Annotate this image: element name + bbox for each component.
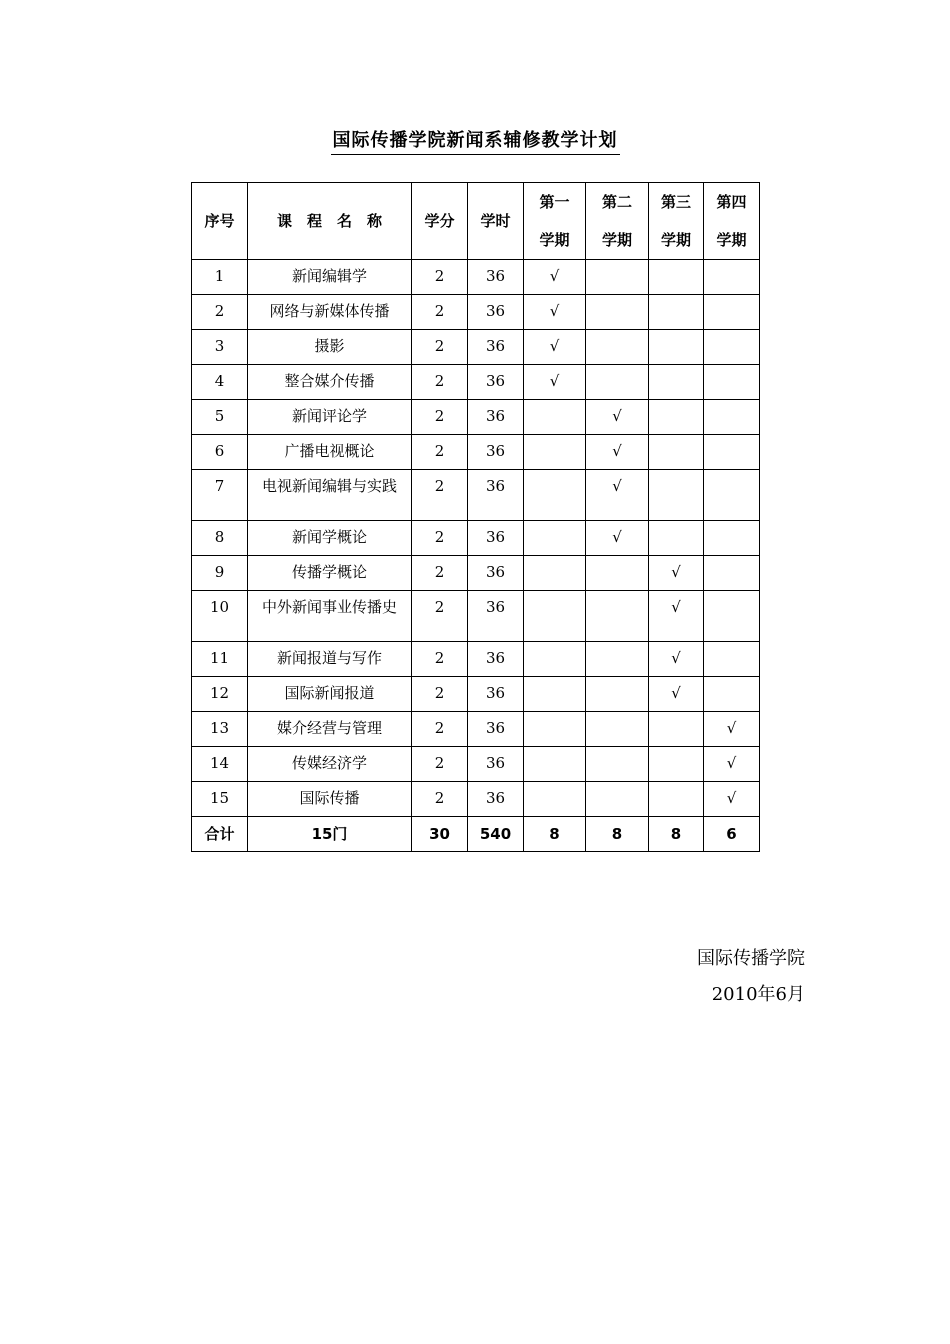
cell-term2: √ [586,470,649,521]
table-header-row [192,183,760,260]
header-term3 [649,183,704,260]
cell-index: 6 [192,435,248,470]
header-index: 序号 [192,183,248,260]
cell-credit: 2 [412,295,468,330]
cell-course-name [248,521,412,556]
cell-term4: √ [704,747,760,782]
cell-index: 5 [192,400,248,435]
table-row [192,435,760,470]
header-term4-label: 第四学期 [716,193,747,249]
total-label: 合计 [192,817,248,852]
cell-term3 [649,330,704,365]
header-hours: 学时 [468,183,524,260]
teaching-plan-table [191,182,760,852]
table-row [192,747,760,782]
table-row [192,521,760,556]
course-name-text: 媒介经营与管理 [276,719,382,737]
cell-term4 [704,556,760,591]
cell-course-name [248,747,412,782]
cell-index: 9 [192,556,248,591]
cell-term1: √ [524,295,586,330]
course-name-text: 摄影 [314,337,345,355]
table-row [192,556,760,591]
cell-hours: 36 [468,295,524,330]
total-credit: 30 [412,817,468,852]
cell-credit: 2 [412,747,468,782]
cell-term3: √ [649,556,704,591]
cell-course-name [248,642,412,677]
cell-term2 [586,556,649,591]
cell-term3 [649,521,704,556]
cell-term1 [524,435,586,470]
cell-term3 [649,400,704,435]
total-courses: 15门 [248,817,412,852]
cell-term4 [704,330,760,365]
cell-course-name [248,591,412,642]
cell-credit: 2 [412,591,468,642]
cell-course-name [248,435,412,470]
cell-term2 [586,260,649,295]
cell-term3 [649,435,704,470]
table-row [192,712,760,747]
cell-course-name [248,365,412,400]
cell-term3: √ [649,677,704,712]
cell-credit: 2 [412,782,468,817]
header-term2 [586,183,649,260]
cell-term2: √ [586,435,649,470]
course-name-text: 传播学概论 [291,563,367,581]
course-name-text: 新闻学概论 [291,528,367,546]
cell-index: 13 [192,712,248,747]
cell-course-name [248,677,412,712]
cell-term1 [524,591,586,642]
cell-term2 [586,591,649,642]
cell-credit: 2 [412,470,468,521]
cell-credit: 2 [412,330,468,365]
cell-term3 [649,470,704,521]
cell-term4 [704,470,760,521]
cell-credit: 2 [412,556,468,591]
table-row [192,782,760,817]
cell-index: 10 [192,591,248,642]
cell-hours: 36 [468,747,524,782]
cell-hours: 36 [468,435,524,470]
cell-hours: 36 [468,365,524,400]
total-hours: 540 [468,817,524,852]
cell-hours: 36 [468,330,524,365]
cell-term1 [524,470,586,521]
cell-term3 [649,365,704,400]
cell-credit: 2 [412,400,468,435]
cell-term2: √ [586,521,649,556]
course-name-text: 传媒经济学 [291,754,367,772]
signature-date: 2010年6月 [711,984,805,1005]
cell-term3 [649,295,704,330]
table-row [192,470,760,521]
cell-term1 [524,677,586,712]
cell-hours: 36 [468,521,524,556]
cell-term4 [704,642,760,677]
cell-term4: √ [704,712,760,747]
cell-term4 [704,365,760,400]
table-row [192,365,760,400]
cell-term3 [649,782,704,817]
cell-credit: 2 [412,260,468,295]
cell-term4 [704,400,760,435]
cell-term1 [524,642,586,677]
cell-term1: √ [524,260,586,295]
cell-term2 [586,642,649,677]
cell-hours: 36 [468,712,524,747]
cell-term4 [704,435,760,470]
cell-term3: √ [649,642,704,677]
course-name-text: 新闻编辑学 [291,267,367,285]
document-title-wrap [0,126,950,155]
cell-index: 3 [192,330,248,365]
cell-course-name [248,782,412,817]
cell-term1 [524,747,586,782]
cell-term1: √ [524,330,586,365]
cell-hours: 36 [468,470,524,521]
course-name-text: 新闻报道与写作 [276,649,382,667]
cell-term1: √ [524,365,586,400]
cell-index: 14 [192,747,248,782]
cell-credit: 2 [412,365,468,400]
table-row [192,295,760,330]
cell-term3 [649,260,704,295]
cell-term4 [704,521,760,556]
cell-term2 [586,330,649,365]
table-row [192,260,760,295]
table-row [192,330,760,365]
course-name-text: 电视新闻编辑与实践 [261,477,397,495]
header-term1-label: 第一学期 [539,193,570,249]
total-term1: 8 [524,817,586,852]
cell-term2 [586,712,649,747]
cell-index: 4 [192,365,248,400]
course-name-text: 整合媒介传播 [284,372,375,390]
cell-term3 [649,747,704,782]
course-name-text: 网络与新媒体传播 [269,302,390,320]
total-term4: 6 [704,817,760,852]
total-term3: 8 [649,817,704,852]
cell-hours: 36 [468,591,524,642]
cell-term4 [704,677,760,712]
course-name-text: 新闻评论学 [291,407,367,425]
cell-term2 [586,677,649,712]
course-name-text: 国际新闻报道 [284,684,375,702]
cell-term3: √ [649,591,704,642]
document-title: 国际传播学院新闻系辅修教学计划 [331,126,620,155]
cell-course-name [248,260,412,295]
course-name-text: 中外新闻事业传播史 [261,598,397,616]
cell-term2 [586,747,649,782]
header-term1 [524,183,586,260]
table-row [192,642,760,677]
cell-course-name [248,400,412,435]
header-term2-label: 第二学期 [601,193,632,249]
cell-course-name [248,556,412,591]
header-term4 [704,183,760,260]
cell-term2: √ [586,400,649,435]
cell-index: 2 [192,295,248,330]
cell-credit: 2 [412,521,468,556]
cell-term4 [704,260,760,295]
cell-hours: 36 [468,260,524,295]
cell-term1 [524,521,586,556]
cell-index: 7 [192,470,248,521]
table-body [192,260,760,817]
cell-index: 15 [192,782,248,817]
cell-credit: 2 [412,435,468,470]
header-credit: 学分 [412,183,468,260]
cell-credit: 2 [412,642,468,677]
cell-hours: 36 [468,677,524,712]
header-term3-label: 第三学期 [660,193,691,249]
cell-credit: 2 [412,677,468,712]
cell-hours: 36 [468,642,524,677]
cell-index: 8 [192,521,248,556]
table-row [192,677,760,712]
course-name-text: 国际传播 [299,789,360,807]
cell-index: 11 [192,642,248,677]
cell-term1 [524,712,586,747]
total-term2: 8 [586,817,649,852]
cell-hours: 36 [468,556,524,591]
cell-course-name [248,712,412,747]
cell-term4 [704,295,760,330]
signature-org: 国际传播学院 [697,948,805,969]
cell-course-name [248,330,412,365]
cell-hours: 36 [468,782,524,817]
cell-hours: 36 [468,400,524,435]
cell-term2 [586,295,649,330]
table-row [192,400,760,435]
cell-term4 [704,591,760,642]
cell-credit: 2 [412,712,468,747]
cell-term2 [586,782,649,817]
header-course: 课 程 名 称 [248,183,412,260]
cell-course-name [248,470,412,521]
table-total-row [192,817,760,852]
cell-term3 [649,712,704,747]
table-row [192,591,760,642]
cell-term1 [524,556,586,591]
cell-index: 12 [192,677,248,712]
cell-term4: √ [704,782,760,817]
cell-term1 [524,782,586,817]
course-name-text: 广播电视概论 [284,442,375,460]
cell-index: 1 [192,260,248,295]
cell-term2 [586,365,649,400]
cell-course-name [248,295,412,330]
cell-term1 [524,400,586,435]
